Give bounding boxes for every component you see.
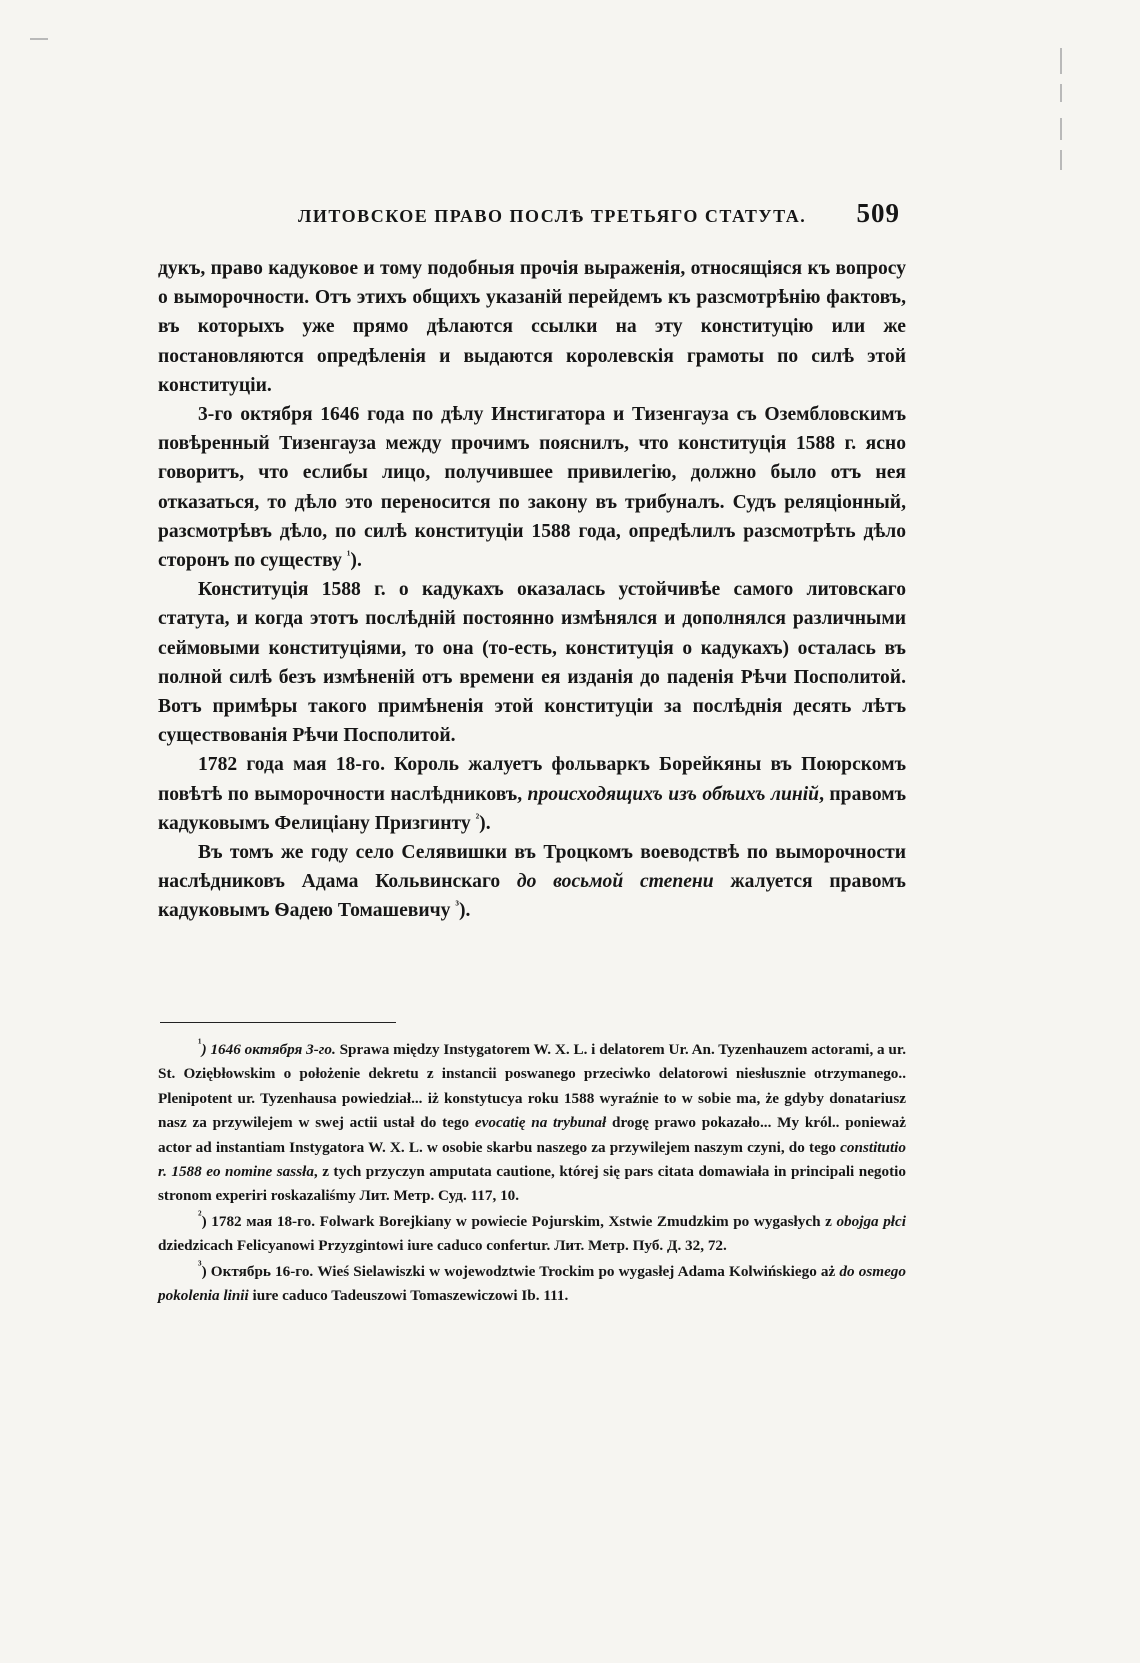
page-number: 509 [856, 198, 900, 228]
footnote: $^{^1}$) 1646 октября 3-го. Sprawa między Instygatorem W. X. L. i delatorem Ur. An. Tyzenhauzem actorami, a ur. St. Oziębłowskim o położenie dekretu z instancii poswanego przeciwko delatorowi niesłusznie otrzymanego.. Plenipotent ur. Tyzenhausa powiedział... iż konstytucya roku 1588 wyraźnie to w sobie ma, że gdyby donatariusz nasz za przywilejem w swej actii ustał do tego evocatię na trybunał drogę prawo pokazało... My król.. ponieważ actor ad instantiam Instygatora W. X. L. w osobie skarbu naszego za przywilejem naszym czyni, do tego constitutio r. 1588 eo nomine sassła, z tych przyczyn amputata cautione, której się pars citata domawiała in principali negotio stronom experiri roskazaliśmy Лит. Метр. Суд. 117, 10. [158, 1036, 907, 1205]
scan-edge-mark [1060, 84, 1062, 102]
footnote-mark: ¹ [198, 1036, 202, 1050]
footnote-ref[interactable]: ¹ [346, 548, 351, 563]
page-header [160, 198, 900, 229]
footnote-mark: ³ [198, 1257, 202, 1272]
footnote: $^{^2}$) 1782 мая 18-го. Folwark Borejkiany w powiecie Pojurskim, Xstwie Zmudzkim po wygasłych z obojga płci dziedzicach Felicyanowi Przyzgintowi iure caduco confertur. Лит. Метр. Пуб. Д. 32, 72. [158, 1207, 906, 1255]
footnotes [158, 1038, 906, 1309]
paragraph: 1782 года мая 18-го. Король жалуетъ фольваркъ Борейкяны въ Поюрскомъ повѣтѣ по выморочности наслѣдниковъ, происходящихъ изъ обѣихъ линій, правомъ кадуковымъ Фелиціану Призгинту $^{^2}$). [158, 754, 907, 834]
paragraph: Въ томъ же году село Селявишки въ Троцкомъ воеводствѣ по выморочности наслѣдниковъ Адама Кольвинскаго до восьмой степени жалуется правомъ кадуковымъ Ѳадею Томашевичу $^{^3}$). [158, 842, 906, 922]
scan-edge-mark [1060, 118, 1062, 140]
footnote: $^{^3}$) Октябрь 16-го. Wieś Sielawiszki w wojewodztwie Trockim po wygasłej Adama Kolwińskiego aż do osmego pokolenia linii iure caduco Tadeuszowi Tomaszewiczowi Ib. 111. [158, 1257, 906, 1305]
scan-edge-mark [1060, 48, 1062, 74]
paragraph: дукъ, право кадуковое и тому подобныя прочія выраженія, относящіяся къ вопросу о выморочности. Отъ этихъ общихъ указаній перейдемъ къ разсмотрѣнію фактовъ, въ которыхъ уже прямо дѣлаются ссылки на эту конституцію или же постановляются опредѣленія и выдаются королевскія грамоты по силѣ этой конституціи. [158, 258, 906, 396]
footnote-mark: ² [198, 1207, 202, 1222]
footnote-ref[interactable]: ³ [455, 898, 459, 913]
paragraph: 3-го октября 1646 года по дѣлу Инстигатора и Тизенгауза съ Озембловскимъ повѣренный Тизенгауза между прочимъ пояснилъ, что конституція 1588 г. ясно говоритъ, что еслибы лицо, получившее привилегію, должно было отъ нея отказаться, то дѣло это переносится по закону въ трибуналъ. Судъ реляціонный, разсмотрѣвъ дѣло, по силѣ конституціи 1588 года, опредѣлилъ разсмотрѣть дѣло сторонъ по существу $^{^1}$). [158, 404, 906, 572]
scan-edge-mark [30, 38, 48, 40]
main-text [158, 254, 906, 926]
running-title: ЛИТОВСКОЕ ПРАВО ПОСЛѢ ТРЕТЬЯГО СТАТУТА. [298, 206, 807, 226]
footnote-ref[interactable]: ² [475, 810, 480, 825]
scan-edge-mark [1060, 150, 1062, 170]
paragraph: Конституція 1588 г. о кадукахъ оказалась устойчивѣе самого литовскаго статута, и когда этотъ послѣдній постоянно измѣнялся и дополнялся различными сеймовыми конституціями, то она (то-есть, конституція о кадукахъ) осталась въ полной силѣ безъ измѣненій отъ времени ея изданія до паденія Рѣчи Посполитой. Вотъ примѣры такого примѣненія этой конституціи за послѣднія десять лѣтъ существованія Рѣчи Посполитой. [158, 579, 906, 747]
footnote-separator [160, 1022, 396, 1023]
